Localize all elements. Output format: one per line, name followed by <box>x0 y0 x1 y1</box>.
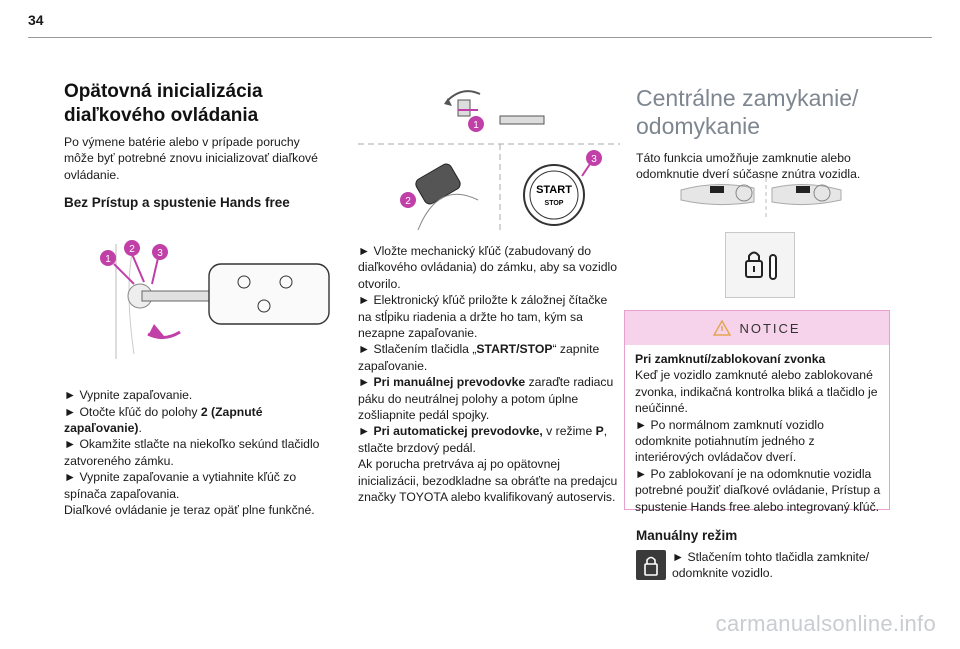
intro-line: ovládanie. <box>64 167 120 182</box>
text-line: zapaľovanie. <box>358 358 428 373</box>
step-4: ► Vypnite zapaľovanie a vytiahnite kľúč zo <box>64 470 297 485</box>
column-reinitialization <box>64 80 336 518</box>
text-line: ► Pri automatickej prevodovke, v režime P, <box>358 424 608 439</box>
text-line: Ak porucha pretrváva aj po opätovnej <box>358 457 560 472</box>
title-line-1: Opätovná inicializácia <box>64 81 263 102</box>
notice-title: NOTICE <box>739 320 801 336</box>
intro-text <box>64 134 336 183</box>
start-label: START <box>536 184 572 196</box>
text-line: otvorilo. <box>358 276 401 291</box>
notice-header <box>625 311 889 345</box>
steps <box>64 387 336 518</box>
notice-box <box>624 310 890 514</box>
column-start-procedure <box>358 80 620 506</box>
key-ignition-illustration <box>64 224 336 374</box>
step-2-cont: zapaľovanie). <box>64 421 142 436</box>
text-line: ► Vložte mechanický kľúč (zabudovaný do <box>358 244 592 258</box>
text-line: stlačte brzdový pedál. <box>358 440 476 455</box>
manual-mode-text: ► Stlačením tohto tlačidla zamknite/ odomknite vozidlo. <box>672 550 869 581</box>
text-line: na stĺpiku riadenia a držte ho tam, kým sa <box>358 309 583 324</box>
start-steps <box>358 243 620 506</box>
title-line-2: diaľkového ovládania <box>64 105 259 126</box>
door-panels-illustration <box>676 178 846 218</box>
intro-line: Po výmene batérie alebo v prípade poruchy <box>64 135 300 149</box>
watermark: carmanualsonline.info <box>715 611 936 636</box>
stop-label: STOP <box>544 200 564 207</box>
section-title <box>64 80 336 128</box>
lock-button-illustration <box>725 232 795 298</box>
text-line: značky TOYOTA alebo kvalifikovaný autoservis. <box>358 490 616 505</box>
callout-2: 2 <box>129 244 135 256</box>
lock-icon <box>726 233 796 299</box>
central-locking-title: Centrálne zamykanie/ odomykanie <box>636 85 859 139</box>
step-4-cont: spínača zapaľovania. <box>64 486 180 501</box>
step-3-cont: zatvoreného zámku. <box>64 453 174 468</box>
illus-callout-3: 3 <box>591 154 597 165</box>
callout-3: 3 <box>157 248 163 260</box>
column-central-locking <box>636 84 894 183</box>
header-rule <box>28 37 932 38</box>
illus-callout-1: 1 <box>473 120 479 131</box>
text-line: ► Stlačením tlačidla „START/STOP“ zapnite <box>358 342 600 357</box>
text-line: páku do neutrálnej polohy a potom úplne <box>358 391 579 406</box>
text-line: nezapne zapaľovanie. <box>358 326 478 341</box>
notice-body: Pri zamknutí/zablokovaní zvonka Keď je vozidlo zamknuté alebo zablokované zvonka, indikačná kontrolka bliká a tlačidlo je neúčinné. ► Po normálnom zamknutí vozidlo odomknite potiahnutím jedného z interiérových ovládačov dverí. ► Po zablokovaní je na odomknutie vozidla potrebné použiť diaľkové ovládanie, Prístup a spustenie Hands free alebo integrovaný kľúč. <box>635 352 881 514</box>
warning-icon <box>713 320 731 336</box>
step-3: ► Okamžite stlačte na niekoľko sekúnd tlačidlo <box>64 437 320 452</box>
start-stop-illustration <box>358 80 620 230</box>
central-locking-intro: Táto funkcia umožňuje zamknutie alebo odomknutie dverí súčasne znútra vozidla. <box>636 151 861 182</box>
step-1: ► Vypnite zapaľovanie. <box>64 388 193 403</box>
illus-callout-2: 2 <box>405 196 411 207</box>
callout-1: 1 <box>105 254 111 266</box>
text-line: ► Elektronický kľúč priložte k záložnej čítačke <box>358 293 608 308</box>
subtitle: Bez Prístup a spustenie Hands free <box>64 195 290 211</box>
page-number: 34 <box>28 12 44 28</box>
intro-line: môže byť potrebné znovu inicializovať diaľkové <box>64 151 318 166</box>
step-2: ► Otočte kľúč do polohy 2 (Zapnuté <box>64 404 263 419</box>
final-note: Diaľkové ovládanie je teraz opäť plne funkčné. <box>64 503 315 518</box>
text-line: zošliapnite pedál spojky. <box>358 408 490 423</box>
text-line: diaľkového ovládania) do zámku, aby sa vozidlo <box>358 260 617 275</box>
text-line: ► Pri manuálnej prevodovke zaraďte radiacu <box>358 375 614 390</box>
manual-mode-title: Manuálny režim <box>636 528 738 543</box>
manual-lock-button-icon <box>636 550 666 580</box>
text-line: inicializácii, bezodkladne sa obráťte na predajcu <box>358 473 618 488</box>
